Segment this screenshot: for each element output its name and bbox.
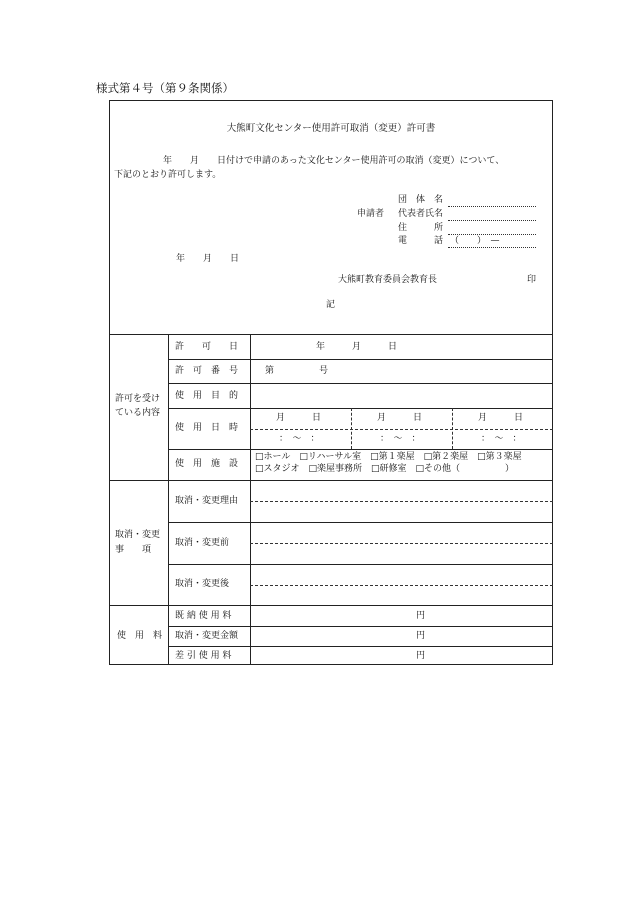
column-divider (168, 334, 169, 665)
permit-date-label: 許 可 日 (175, 342, 239, 352)
applicant-label: 申請者 (357, 209, 385, 219)
datetime-dashed-divider (250, 429, 553, 430)
paid-fee-yen[interactable]: 円 (416, 611, 426, 621)
datetime-dashed-column (351, 408, 352, 449)
change-after-field[interactable] (251, 565, 552, 604)
change-before-field[interactable] (251, 523, 552, 563)
paid-fee-label: 既 納 使 用 料 (175, 611, 232, 621)
usage-time-1[interactable]: ： 〜 ： (279, 434, 320, 444)
row-divider (168, 449, 553, 450)
group-name-label: 団 体 名 (398, 195, 444, 205)
issuer-name: 大熊町教育委員会教育長 (338, 275, 438, 285)
facility-options-row-1[interactable]: □ホール □リハーサル室 □第１楽屋 □第２楽屋 □第３楽屋 (255, 452, 522, 462)
ki-heading: 記 (326, 300, 336, 310)
intro-line-1: 年 月 日付けで申請のあった文化センター使用許可の取消（変更）について、 (163, 156, 505, 166)
change-section-label-2: 事 項 (115, 545, 152, 555)
facility-label: 使 用 施 設 (175, 459, 239, 469)
change-section-label-1: 取消・変更 (115, 530, 161, 540)
permit-date-value[interactable]: 年 月 日 (316, 342, 398, 352)
table-top-border (109, 334, 553, 335)
change-after-label: 取消・変更後 (175, 579, 230, 589)
permit-section-label-2: ている内容 (115, 408, 161, 418)
facility-options-row-2[interactable]: □スタジオ □楽屋事務所 □研修室 □その他（ ） (255, 464, 515, 474)
fee-section-label: 使 用 料 (117, 631, 163, 641)
usage-datetime-label: 使 用 日 時 (175, 423, 239, 433)
permit-section-label-1: 許可を受け (115, 394, 161, 404)
change-amount-label: 取消・変更金額 (175, 631, 239, 641)
group-name-line[interactable] (448, 206, 536, 207)
usage-day-3[interactable]: 月 日 (478, 413, 524, 423)
usage-day-1[interactable]: 月 日 (276, 413, 322, 423)
seal-mark: 印 (527, 275, 537, 285)
issue-date: 年 月 日 (176, 254, 240, 264)
row-divider (168, 408, 553, 409)
representative-label: 代表者氏名 (398, 209, 444, 219)
change-reason-label: 取消・変更理由 (175, 496, 239, 506)
row-divider (168, 626, 553, 627)
row-divider (168, 646, 553, 647)
purpose-field[interactable] (251, 384, 552, 407)
phone-label: 電 話 (398, 236, 444, 246)
permit-number-label: 許 可 番 号 (175, 366, 239, 376)
phone-line[interactable] (448, 247, 536, 248)
row-divider (168, 359, 553, 360)
intro-line-2: 下記のとおり許可します。 (114, 170, 222, 180)
address-label: 住 所 (398, 223, 444, 233)
change-before-label: 取消・変更前 (175, 538, 230, 548)
document-title: 大熊町文化センター使用許可取消（変更）許可書 (226, 123, 436, 134)
section-divider (109, 605, 553, 606)
datetime-dashed-column (452, 408, 453, 449)
usage-time-2[interactable]: ： 〜 ： (380, 434, 421, 444)
representative-line[interactable] (448, 220, 536, 221)
change-amount-yen[interactable]: 円 (416, 631, 426, 641)
change-reason-field[interactable] (251, 481, 552, 521)
address-line[interactable] (448, 234, 536, 235)
purpose-label: 使 用 目 的 (175, 391, 239, 401)
permit-number-value[interactable]: 第 号 (265, 366, 329, 376)
usage-day-2[interactable]: 月 日 (377, 413, 423, 423)
phone-format: （ ） — (450, 236, 500, 246)
usage-time-3[interactable]: ： 〜 ： (481, 434, 522, 444)
balance-fee-yen[interactable]: 円 (416, 651, 426, 661)
form-number: 様式第４号（第９条関係） (96, 81, 234, 95)
balance-fee-label: 差 引 使 用 料 (175, 651, 232, 661)
